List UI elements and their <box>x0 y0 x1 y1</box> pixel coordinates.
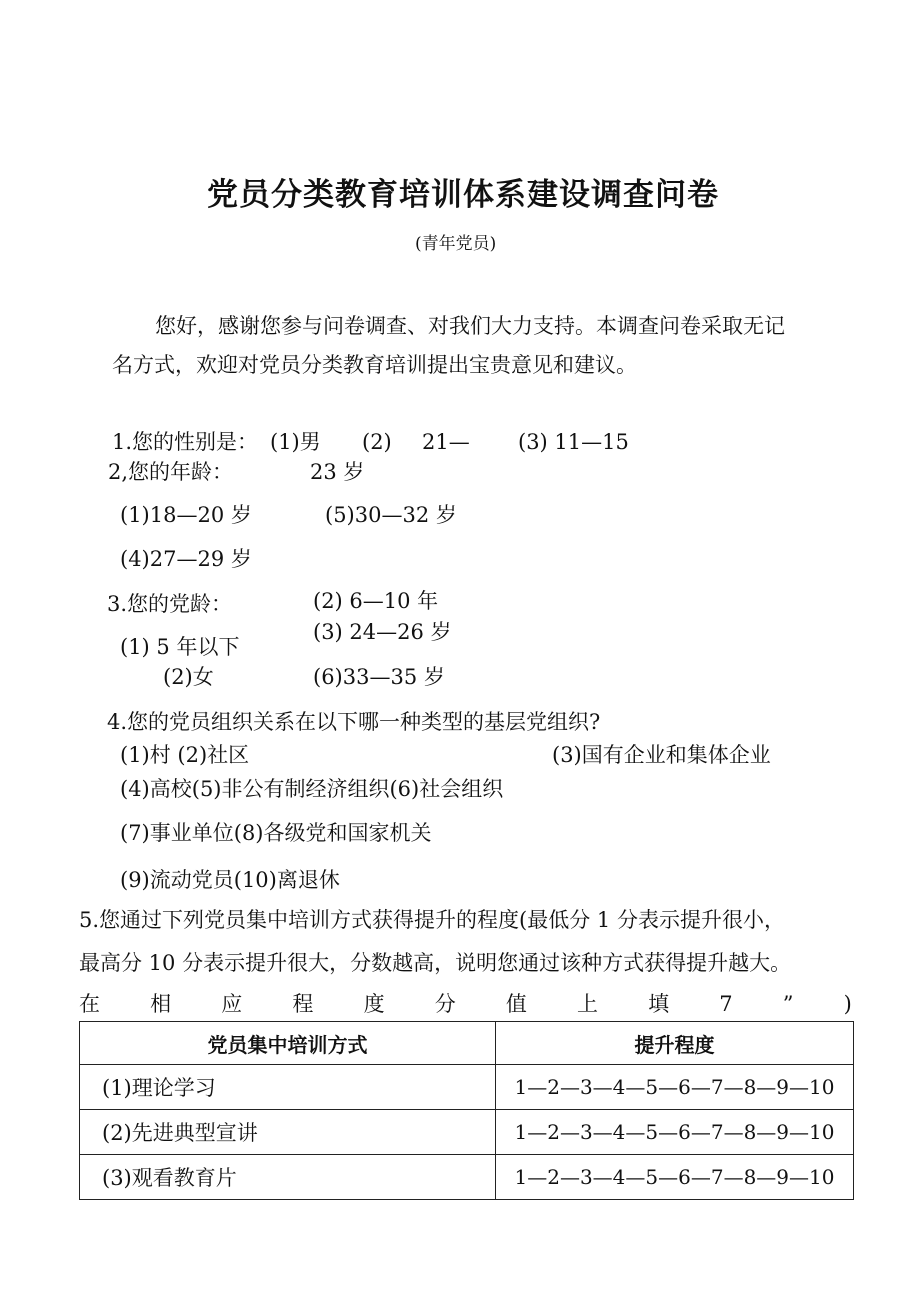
table-header-degree: 提升程度 <box>496 1022 854 1065</box>
table-cell-method: (2)先进典型宣讲 <box>80 1110 496 1155</box>
q4-options-row-4[interactable]: (9)流动党员(10)离退休 <box>120 868 340 892</box>
q5-char: 度 <box>363 992 385 1016</box>
q4-options-row-1-right[interactable]: (3)国有企业和集体企业 <box>552 743 771 767</box>
q2-label: 2,您的年龄： <box>108 460 234 484</box>
q4-label: 4.您的党员组织关系在以下哪一种类型的基层党组织? <box>107 710 601 734</box>
table-header-row <box>80 1022 854 1065</box>
q5-char: 7 <box>719 992 733 1016</box>
q3-option-3[interactable]: (3) 24—26 岁 <box>313 620 452 644</box>
page-title: 党员分类教育培训体系建设调查问卷 <box>207 177 719 213</box>
intro-line-1: 您好，感谢您参与问卷调查、对我们大力支持。本调查问卷采取无记 <box>155 314 785 338</box>
table-cell-scale[interactable]: 1—2—3—4—5—6—7—8—9—10 <box>496 1065 854 1110</box>
table-row <box>80 1155 854 1200</box>
q2-option-5[interactable]: (5)30—32 岁 <box>325 503 457 527</box>
intro-line-2: 名方式，欢迎对党员分类教育培训提出宝贵意见和建议。 <box>112 353 637 377</box>
q3-option-6[interactable]: (6)33—35 岁 <box>313 665 445 689</box>
table-cell-scale[interactable]: 1—2—3—4—5—6—7—8—9—10 <box>496 1155 854 1200</box>
q5-char: 程 <box>292 992 314 1016</box>
q5-text-line-2: 最高分 10 分表示提升很大，分数越高，说明您通过该种方式获得提升越大。 <box>79 951 792 975</box>
table-cell-method: (3)观看教育片 <box>80 1155 496 1200</box>
q5-char: 值 <box>505 992 527 1016</box>
q5-char: 填 <box>648 992 670 1016</box>
q3-option-2[interactable]: (2) 6—10 年 <box>313 589 439 613</box>
q2-value: 23 岁 <box>310 460 365 484</box>
table-cell-scale[interactable]: 1—2—3—4—5—6—7—8—9—10 <box>496 1110 854 1155</box>
q1-option-male[interactable]: (1)男 <box>270 430 321 454</box>
q5-text-line-1: 5.您通过下列党员集中培训方式获得提升的程度(最低分 1 分表示提升很小， <box>79 908 785 932</box>
q4-options-row-1-left[interactable]: (1)村 (2)社区 <box>120 743 250 767</box>
q5-char: 应 <box>221 992 243 1016</box>
q5-char: ” <box>782 992 794 1016</box>
q3-option-1[interactable]: (1) 5 年以下 <box>120 635 240 659</box>
q1-label: 1.您的性别是： <box>112 430 259 454</box>
training-table <box>79 1021 854 1200</box>
q2-option-4[interactable]: (4)27—29 岁 <box>120 547 252 571</box>
q5-char: 相 <box>150 992 172 1016</box>
table-row <box>80 1110 854 1155</box>
q4-options-row-2[interactable]: (4)高校(5)非公有制经济组织(6)社会组织 <box>120 777 504 801</box>
table-row <box>80 1065 854 1110</box>
q5-text-line-3 <box>79 994 852 1015</box>
q4-options-row-3[interactable]: (7)事业单位(8)各级党和国家机关 <box>120 821 432 845</box>
q1-option-2-value: 21— <box>422 430 470 454</box>
page-subtitle: (青年党员) <box>415 234 497 254</box>
q5-char: 上 <box>576 992 598 1016</box>
q5-char: 在 <box>79 992 100 1016</box>
q3-label: 3.您的党龄： <box>107 592 233 616</box>
q5-char: ) <box>843 992 852 1016</box>
q2-option-1[interactable]: (1)18—20 岁 <box>120 503 252 527</box>
q1-option-3[interactable]: (3) 11—15 <box>518 430 629 454</box>
table-cell-method: (1)理论学习 <box>80 1065 496 1110</box>
table-header-method: 党员集中培训方式 <box>80 1022 496 1065</box>
q1-option-2[interactable]: (2) <box>362 430 392 454</box>
q5-char: 分 <box>434 992 456 1016</box>
q3-option-female[interactable]: (2)女 <box>163 665 214 689</box>
